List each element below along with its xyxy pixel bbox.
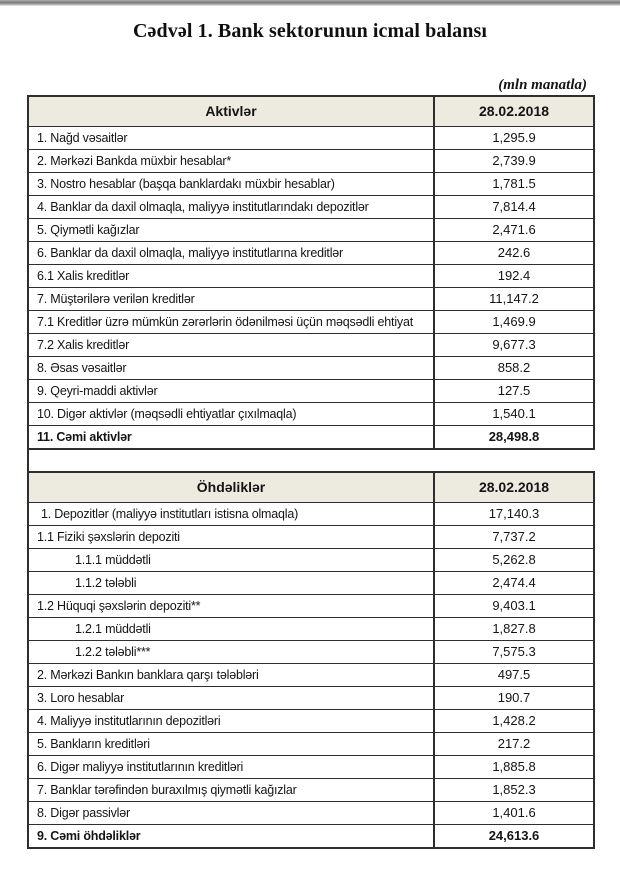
table-row [28, 549, 594, 572]
row-value: 24,613.6 [434, 825, 594, 849]
table-row [28, 687, 594, 710]
table-row [28, 196, 594, 219]
table-row [28, 664, 594, 687]
row-value: 1,827.8 [434, 618, 594, 641]
row-value: 1,885.8 [434, 756, 594, 779]
table-row [28, 779, 594, 802]
row-label: 7.1 Kreditlər üzrə mümkün zərərlərin ödənilməsi üçün məqsədli ehtiyat [28, 311, 434, 334]
row-label: 5. Qiymətli kağızlar [28, 219, 434, 242]
row-value: 7,737.2 [434, 526, 594, 549]
table-row [28, 825, 594, 849]
section-header-row [28, 472, 594, 503]
table-row [28, 219, 594, 242]
section-header-row [28, 96, 594, 127]
row-label: 1. Depozitlər (maliyyə institutları istisna olmaqla) [28, 503, 434, 526]
table-row [28, 572, 594, 595]
table-row [28, 150, 594, 173]
unit-note: (mln manatla) [498, 77, 587, 93]
table-row [28, 710, 594, 733]
balance-sheet-table [27, 95, 595, 849]
row-label: 10. Digər aktivlər (məqsədli ehtiyatlar çıxılmaqla) [28, 403, 434, 426]
row-label: 7. Müştərilərə verilən kreditlər [28, 288, 434, 311]
table-row [28, 618, 594, 641]
row-label: 3. Loro hesablar [28, 687, 434, 710]
row-label: 6. Banklar da daxil olmaqla, maliyyə institutlarına kreditlər [28, 242, 434, 265]
row-label: 4. Banklar da daxil olmaqla, maliyyə institutlarındakı depozitlər [28, 196, 434, 219]
table-spacer-row [28, 449, 594, 472]
row-label: 7. Banklar tərəfindən buraxılmış qiymətli kağızlar [28, 779, 434, 802]
table-row [28, 733, 594, 756]
row-label: 2. Mərkəzi Bankda müxbir hesablar* [28, 150, 434, 173]
spacer-cell [28, 449, 434, 472]
table-row [28, 503, 594, 526]
table-row [28, 242, 594, 265]
row-label: 7.2 Xalis kreditlər [28, 334, 434, 357]
row-label: 8. Digər passivlər [28, 802, 434, 825]
row-value: 9,677.3 [434, 334, 594, 357]
row-value: 1,401.6 [434, 802, 594, 825]
row-label: 6. Digər maliyyə institutlarının kreditləri [28, 756, 434, 779]
table-row [28, 311, 594, 334]
row-value: 1,428.2 [434, 710, 594, 733]
row-value: 7,814.4 [434, 196, 594, 219]
row-label: 1. Nağd vəsaitlər [28, 127, 434, 150]
row-value: 28,498.8 [434, 426, 594, 450]
table-row [28, 173, 594, 196]
section-header-date: 28.02.2018 [434, 96, 594, 127]
row-value: 1,469.9 [434, 311, 594, 334]
row-label: 11. Cəmi aktivlər [28, 426, 434, 450]
table-row [28, 403, 594, 426]
page-title: Cədvəl 1. Bank sektorunun icmal balansı [133, 20, 487, 42]
row-value: 858.2 [434, 357, 594, 380]
row-value: 2,739.9 [434, 150, 594, 173]
row-value: 242.6 [434, 242, 594, 265]
row-value: 11,147.2 [434, 288, 594, 311]
row-label: 3. Nostro hesablar (başqa banklardakı müxbir hesablar) [28, 173, 434, 196]
row-label: 6.1 Xalis kreditlər [28, 265, 434, 288]
table-row [28, 357, 594, 380]
table-row [28, 380, 594, 403]
row-label: 1.2.1 müddətli [28, 618, 434, 641]
row-value: 1,781.5 [434, 173, 594, 196]
row-label: 1.1 Fiziki şəxslərin depoziti [28, 526, 434, 549]
table-row [28, 526, 594, 549]
row-value: 1,540.1 [434, 403, 594, 426]
table-row [28, 288, 594, 311]
row-value: 127.5 [434, 380, 594, 403]
row-value: 1,852.3 [434, 779, 594, 802]
row-value: 5,262.8 [434, 549, 594, 572]
table-row [28, 127, 594, 150]
row-value: 192.4 [434, 265, 594, 288]
row-value: 2,471.6 [434, 219, 594, 242]
table-row [28, 426, 594, 450]
table-row [28, 641, 594, 664]
balance-sheet-body [28, 96, 594, 848]
table-row [28, 265, 594, 288]
table-row [28, 595, 594, 618]
row-label: 2. Mərkəzi Bankın banklara qarşı tələbləri [28, 664, 434, 687]
row-label: 8. Əsas vəsaitlər [28, 357, 434, 380]
row-value: 217.2 [434, 733, 594, 756]
row-label: 1.2 Hüquqi şəxslərin depoziti** [28, 595, 434, 618]
row-label: 1.1.2 tələbli [28, 572, 434, 595]
row-label: 1.2.2 tələbli*** [28, 641, 434, 664]
section-header-label: Aktivlər [28, 96, 434, 127]
top-divider [0, 0, 620, 6]
row-value: 497.5 [434, 664, 594, 687]
row-value: 9,403.1 [434, 595, 594, 618]
row-value: 2,474.4 [434, 572, 594, 595]
row-label: 4. Maliyyə institutlarının depozitləri [28, 710, 434, 733]
row-label: 9. Qeyri-maddi aktivlər [28, 380, 434, 403]
row-value: 17,140.3 [434, 503, 594, 526]
section-header-label: Öhdəliklər [28, 472, 434, 503]
row-label: 9. Cəmi öhdəliklər [28, 825, 434, 849]
row-label: 1.1.1 müddətli [28, 549, 434, 572]
table-row [28, 756, 594, 779]
table-row [28, 802, 594, 825]
row-label: 5. Bankların kreditləri [28, 733, 434, 756]
row-value: 190.7 [434, 687, 594, 710]
row-value: 1,295.9 [434, 127, 594, 150]
table-row [28, 334, 594, 357]
section-header-date: 28.02.2018 [434, 472, 594, 503]
row-value: 7,575.3 [434, 641, 594, 664]
spacer-cell [434, 449, 594, 472]
